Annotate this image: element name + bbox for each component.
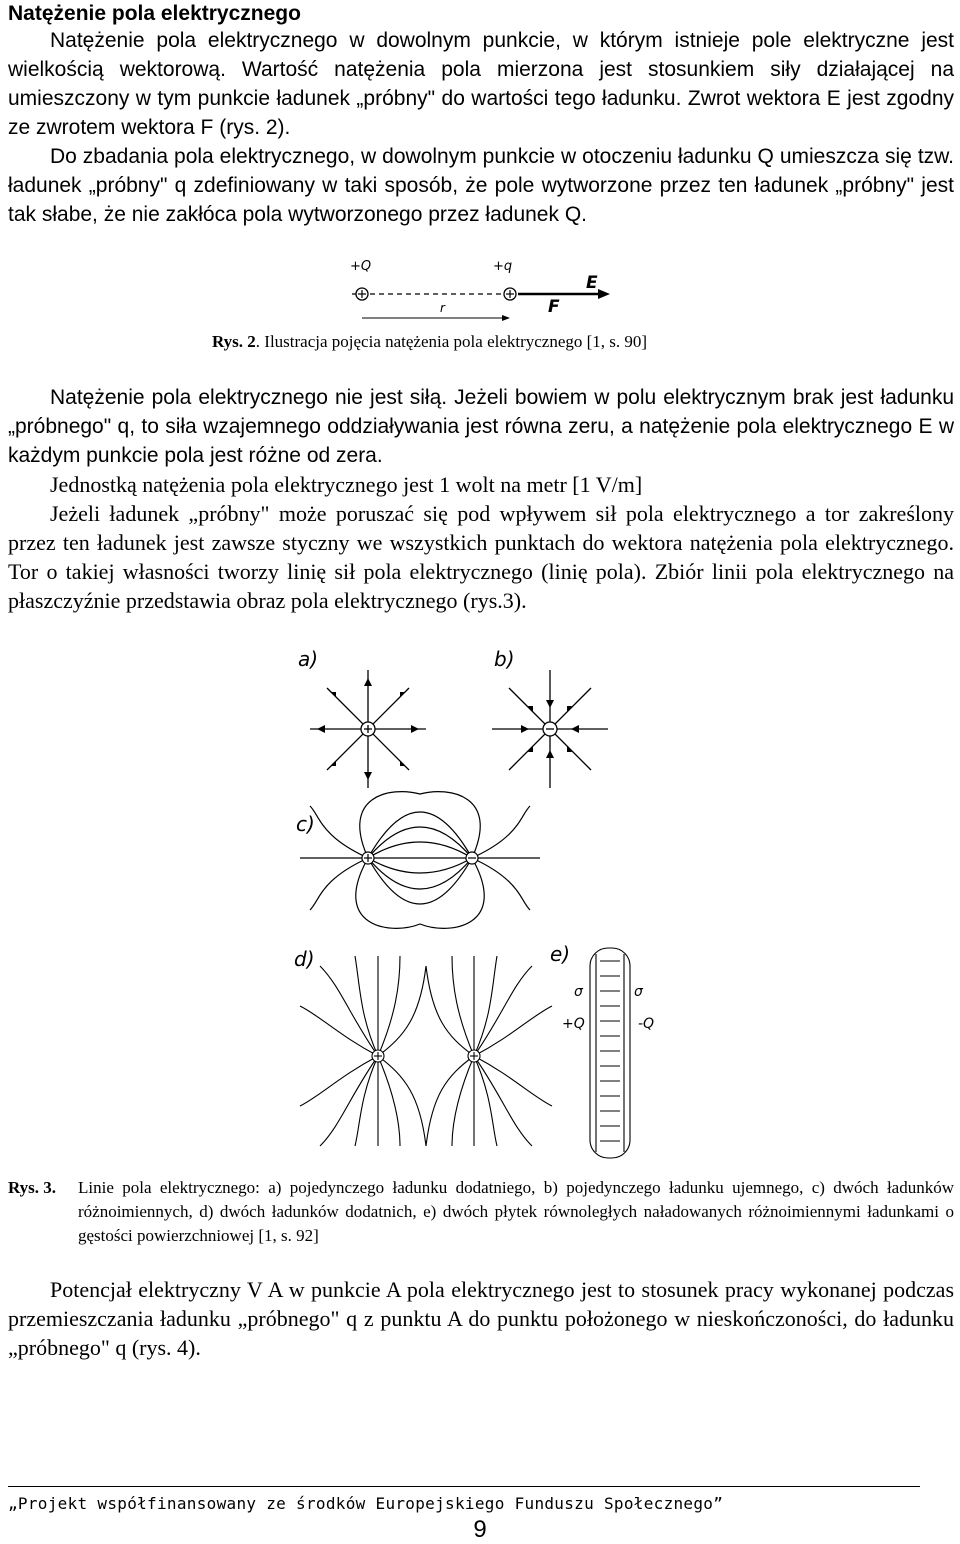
paragraph-4-text: Jednostką natężenia pola elektrycznego jest 1 wolt na metr [1 V/m] bbox=[50, 472, 643, 497]
fig2-arrowhead bbox=[598, 289, 610, 299]
fig3-label-e: e) bbox=[550, 942, 571, 966]
fig2-label-E: E bbox=[586, 273, 598, 293]
fig3-panel-e bbox=[590, 948, 630, 1158]
figure-3-diagram bbox=[280, 636, 700, 1166]
fig3-panel-b bbox=[492, 670, 608, 788]
fig2-label-F: F bbox=[548, 297, 560, 317]
paragraph-4 bbox=[8, 470, 954, 499]
footer-text: „Projekt współfinansowany ze środków Europejskiego Funduszu Społecznego” bbox=[8, 1494, 724, 1513]
figure-2-diagram bbox=[340, 252, 620, 332]
paragraph-5 bbox=[8, 499, 954, 615]
fig2-caption-num: Rys. 2 bbox=[212, 332, 256, 351]
paragraph-6 bbox=[8, 1275, 954, 1362]
fig3-panel-d bbox=[300, 956, 552, 1146]
fig3-panel-a bbox=[310, 670, 426, 788]
fig3-caption-text: Linie pola elektrycznego: a) pojedynczego ładunku dodatniego, b) pojedynczego ładunku ujemnego, c) dwóch ładunków różnoimiennych, d) dwóch ładunków dodatnich, e) dwóch płytek równoległych naładowanych różnoimiennymi ładunkami o gęstości powierzchniowej [1, s. 92] bbox=[78, 1178, 954, 1245]
fig3-plus-Q: +Q bbox=[562, 1016, 585, 1032]
paragraph-1 bbox=[8, 26, 954, 142]
paragraph-6-text: Potencjał elektryczny V A w punkcie A pola elektrycznego jest to stosunek pracy wykonanej podczas przemieszczania ładunku „próbnego" q z punktu A do punktu położonego w nieskończoności, do ładunku „próbnego" q (rys. 4). bbox=[8, 1277, 954, 1360]
paragraph-3-text: Natężenie pola elektrycznego nie jest siłą. Jeżeli bowiem w polu elektrycznym brak jest ładunku „próbnego" q, to siła wzajemnego oddziaływania jest równa zeru, a natężenie pola elektrycznego E w każdym punkcie pola jest różne od zera. bbox=[8, 386, 954, 467]
fig3-minus-Q: -Q bbox=[638, 1016, 655, 1032]
footer-rule bbox=[8, 1486, 920, 1487]
figure-3-caption bbox=[8, 1176, 954, 1248]
paragraph-1-text: Natężenie pola elektrycznego w dowolnym punkcie, w którym istnieje pole elektryczne jest wielkością wektorową. Wartość natężenia pola mierzona jest stosunkiem siły działającej na umieszczony w tym punkcie ładunek „próbny" do wartości tego ładunku. Zwrot wektora E jest zgodny ze zwrotem wektora F (rys. 2). bbox=[8, 29, 954, 139]
fig2-caption-text: . Ilustracja pojęcia natężenia pola elektrycznego [1, s. 90] bbox=[255, 332, 648, 351]
fig3-caption-num: Rys. 3. bbox=[8, 1178, 57, 1197]
section-heading: Natężenie pola elektrycznego bbox=[8, 2, 301, 25]
page-number: 9 bbox=[473, 1516, 487, 1543]
fig3-label-c: c) bbox=[296, 812, 315, 836]
fig3-sigma-left: σ bbox=[574, 984, 583, 1000]
paragraph-5-text: Jeżeli ładunek „próbny" może poruszać się pod wpływem sił pola elektrycznego a tor zakreślony przez ten ładunek jest zawsze styczny we wszystkich punktach do wektora natężenia pola elektrycznego. Tor o takiej własności tworzy linię sił pola elektrycznego (linię pola). Zbiór linii pola elektrycznego na płaszczyźnie przedstawia obraz pola elektrycznego (rys.3). bbox=[8, 501, 954, 613]
paragraph-3 bbox=[8, 383, 954, 470]
fig3-panel-c bbox=[300, 792, 540, 929]
fig3-label-b: b) bbox=[494, 647, 515, 671]
fig2-label-q: +q bbox=[493, 259, 513, 274]
fig2-label-Q: +Q bbox=[350, 259, 372, 274]
paragraph-2 bbox=[8, 142, 954, 229]
figure-2-caption bbox=[212, 330, 647, 354]
fig2-label-r: r bbox=[440, 301, 445, 315]
fig3-sigma-right: σ bbox=[634, 984, 643, 1000]
fig3-label-a: a) bbox=[298, 647, 319, 671]
fig3-label-d: d) bbox=[294, 947, 315, 971]
paragraph-2-text: Do zbadania pola elektrycznego, w dowolnym punkcie w otoczeniu ładunku Q umieszcza się tzw. ładunek „próbny" q zdefiniowany w taki sposób, że pole wytworzone przez ten ładunek „próbny" jest tak słabe, że nie zakłóca pola wytworzonego przez ładunek Q. bbox=[8, 145, 954, 226]
